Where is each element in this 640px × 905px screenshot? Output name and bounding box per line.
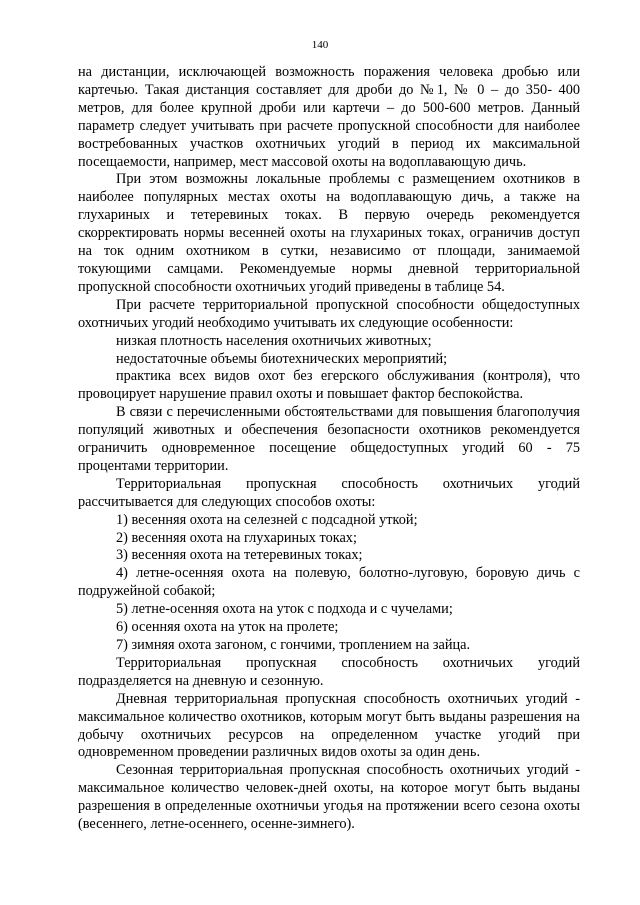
paragraph-7: Дневная территориальная пропускная способность охотничьих угодий - максимальное количество охотников, которым могут быть выданы разрешения на добычу охотничьих ресурсов на определенном участке угодий при одновременном проведении различных видов охоты за один день. bbox=[78, 690, 580, 761]
method-item-4: 4) летне-осенняя охота на полевую, болотно-луговую, боровую дичь с подружейной собакой; bbox=[78, 565, 580, 600]
method-item-3: 3) весенняя охота на тетеревиных токах; bbox=[116, 547, 363, 564]
method-item-5: 5) летне-осенняя охота на уток с подхода и с чучелами; bbox=[116, 601, 453, 618]
paragraph-3: При расчете территориальной пропускной способности общедоступных охотничьих угодий необходимо учитывать их следующие особенности: bbox=[78, 296, 580, 331]
paragraph-6: Территориальная пропускная способность охотничьих угодий подразделяется на дневную и сезонную. bbox=[78, 654, 580, 689]
paragraph-8: Сезонная территориальная пропускная способность охотничьих угодий - максимальное количество человек-дней охоты, на которое могут быть выданы разрешения в определенные охотничьи угодья на протяжении всего сезона охоты (весеннего, летне-осеннего, осенне-зимнего). bbox=[78, 762, 580, 833]
method-item-2: 2) весенняя охота на глухариных токах; bbox=[116, 529, 357, 546]
paragraph-1: на дистанции, исключающей возможность поражения человека дробью или картечью. Такая дистанция составляет для дроби до №1, № 0 – до 350- 400 метров, для более крупной дроби или картечи – до 500-600 метров. Данный параметр следует учитывать при расчете пропускной способности для наиболее востребованных участков охотничьих угодий в период их максимальной посещаемости, например, мест массовой охоты на водоплавающую дичь. bbox=[78, 64, 580, 170]
method-item-1: 1) весенняя охота на селезней с подсадной уткой; bbox=[116, 511, 418, 528]
method-item-7: 7) зимняя охота загоном, с гончими, троплением на зайца. bbox=[116, 637, 471, 653]
paragraph-4: В связи с перечисленными обстоятельствами для повышения благополучия популяций животных и обеспечения безопасности охотников рекомендуется ограничить одновременное посещение общедоступных угодий 60 - 75 процентами территории. bbox=[78, 404, 580, 474]
paragraph-5: Территориальная пропускная способность охотничьих угодий рассчитывается для следующих способов охоты: bbox=[78, 475, 580, 510]
feature-item-1: низкая плотность населения охотничьих животных; bbox=[116, 332, 432, 349]
feature-item-2: недостаточные объемы биотехнических мероприятий; bbox=[116, 350, 448, 367]
feature-item-3: практика всех видов охот без егерского обслуживания (контроля), что провоцирует нарушение правил охоты и повышает фактор беспокойства. bbox=[78, 368, 580, 403]
page-number: 140 bbox=[311, 39, 329, 51]
method-item-6: 6) осенняя охота на уток на пролете; bbox=[116, 619, 339, 636]
page-body bbox=[78, 64, 580, 834]
paragraph-2: При этом возможны локальные проблемы с размещением охотников в наиболее популярных местах охоты на водоплавающую дичь, а также на глухариных и тетеревиных токах. В первую очередь рекомендуется скорректировать нормы весенней охоты на глухариных токах, ограничив доступ на ток одним охотником в сутки, независимо от площади, занимаемой токующими самцами. Рекомендуемые нормы дневной территориальной пропускной способности охотничьих угодий приведены в таблице 54. bbox=[78, 171, 580, 295]
